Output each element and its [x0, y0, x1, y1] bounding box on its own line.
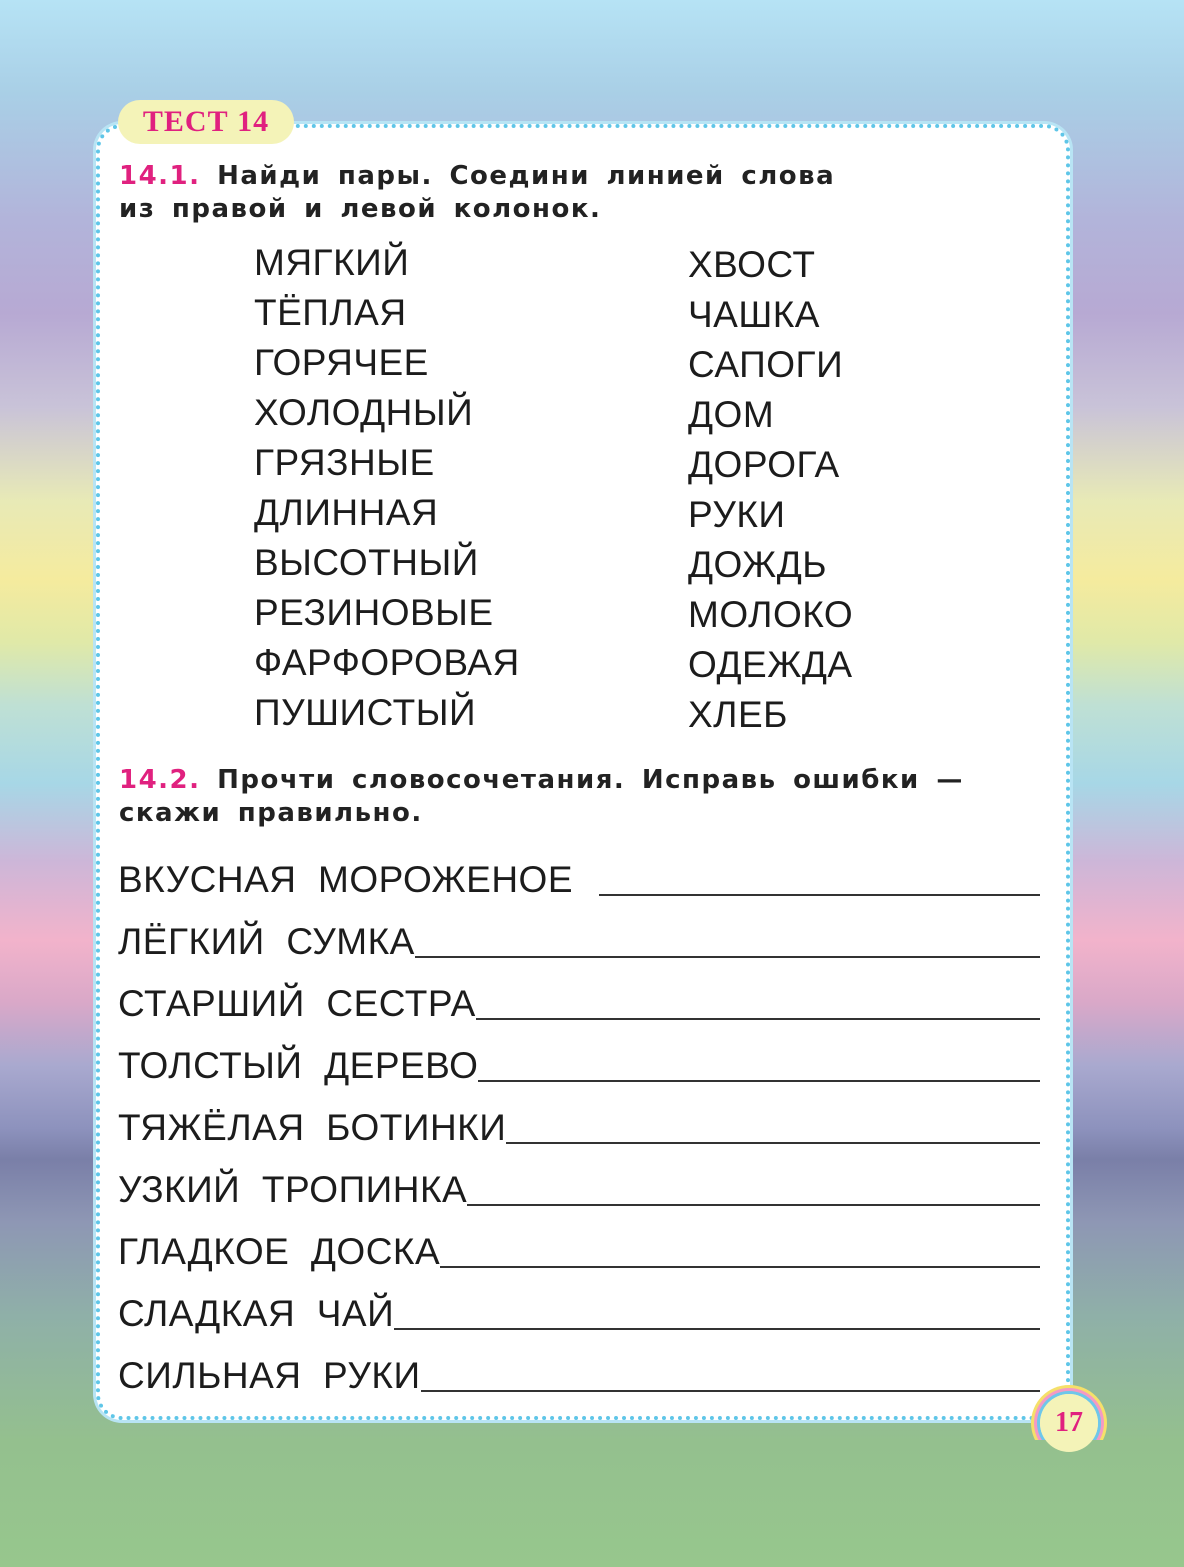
- left-word[interactable]: ПУШИСТЫЙ: [254, 692, 477, 733]
- left-word[interactable]: ФАРФОРОВАЯ: [254, 642, 520, 683]
- phrase-text: СТАРШИЙ СЕСТРА: [118, 983, 476, 1024]
- phrase-row: [118, 1150, 1040, 1212]
- right-word[interactable]: ДОРОГА: [688, 444, 840, 485]
- right-word[interactable]: ДОЖДЬ: [688, 544, 828, 585]
- phrase-row: [118, 902, 1040, 964]
- right-word[interactable]: САПОГИ: [688, 344, 844, 385]
- task-14-2-number: 14.2.: [119, 765, 201, 795]
- answer-line[interactable]: [440, 1264, 1040, 1268]
- left-word[interactable]: МЯГКИЙ: [254, 242, 410, 283]
- phrase-row: [118, 840, 1040, 902]
- answer-line[interactable]: [506, 1140, 1040, 1144]
- phrase-row: [118, 1274, 1040, 1336]
- left-word[interactable]: ДЛИННАЯ: [254, 492, 439, 533]
- right-word[interactable]: ХВОСТ: [688, 244, 816, 285]
- phrase-text: ГЛАДКОЕ ДОСКА: [118, 1231, 441, 1272]
- right-word[interactable]: ХЛЕБ: [688, 694, 788, 735]
- phrase-row: [118, 1088, 1040, 1150]
- left-word[interactable]: ТЁПЛАЯ: [254, 292, 407, 333]
- right-word-column: [688, 240, 853, 740]
- left-word-column: [254, 238, 520, 738]
- phrase-text: ТОЛСТЫЙ ДЕРЕВО: [118, 1045, 479, 1086]
- right-word[interactable]: ДОМ: [688, 394, 775, 435]
- answer-line[interactable]: [415, 954, 1040, 958]
- right-word[interactable]: ОДЕЖДА: [688, 644, 853, 685]
- left-word[interactable]: ВЫСОТНЫЙ: [254, 542, 479, 583]
- phrase-text: СЛАДКАЯ ЧАЙ: [118, 1293, 395, 1334]
- phrase-text: ЛЁГКИЙ СУМКА: [118, 921, 415, 962]
- phrase-text: ВКУСНАЯ МОРОЖЕНОЕ: [118, 859, 574, 900]
- right-word[interactable]: РУКИ: [688, 494, 786, 535]
- phrase-row: [118, 1026, 1040, 1088]
- task-14-2-instruction: [119, 764, 1019, 830]
- phrase-text: СИЛЬНАЯ РУКИ: [118, 1355, 421, 1396]
- page-number: 17: [1040, 1394, 1098, 1452]
- right-word[interactable]: МОЛОКО: [688, 594, 854, 635]
- answer-line[interactable]: [467, 1202, 1040, 1206]
- answer-line[interactable]: [478, 1078, 1040, 1082]
- phrase-row: [118, 1336, 1040, 1398]
- phrase-row: [118, 1212, 1040, 1274]
- phrase-text: УЗКИЙ ТРОПИНКА: [118, 1169, 468, 1210]
- left-word[interactable]: ГРЯЗНЫЕ: [254, 442, 435, 483]
- test-badge: ТЕСТ 14: [118, 100, 294, 144]
- answer-line[interactable]: [394, 1326, 1040, 1330]
- phrase-text: ТЯЖЁЛАЯ БОТИНКИ: [118, 1107, 507, 1148]
- answer-line[interactable]: [599, 892, 1040, 896]
- answer-line[interactable]: [476, 1016, 1040, 1020]
- task-14-1-instruction: [119, 160, 879, 226]
- left-word[interactable]: ГОРЯЧЕЕ: [254, 342, 429, 383]
- task-14-1-text: Найди пары. Соедини линией слова из правой и левой колонок.: [119, 161, 836, 224]
- right-word[interactable]: ЧАШКА: [688, 294, 820, 335]
- left-word[interactable]: ХОЛОДНЫЙ: [254, 392, 474, 433]
- task-14-1-number: 14.1.: [119, 161, 201, 191]
- answer-line[interactable]: [421, 1388, 1040, 1392]
- task-14-2-text: Прочти словосочетания. Исправь ошибки — скажи правильно.: [119, 765, 964, 828]
- left-word[interactable]: РЕЗИНОВЫЕ: [254, 592, 494, 633]
- phrase-row: [118, 964, 1040, 1026]
